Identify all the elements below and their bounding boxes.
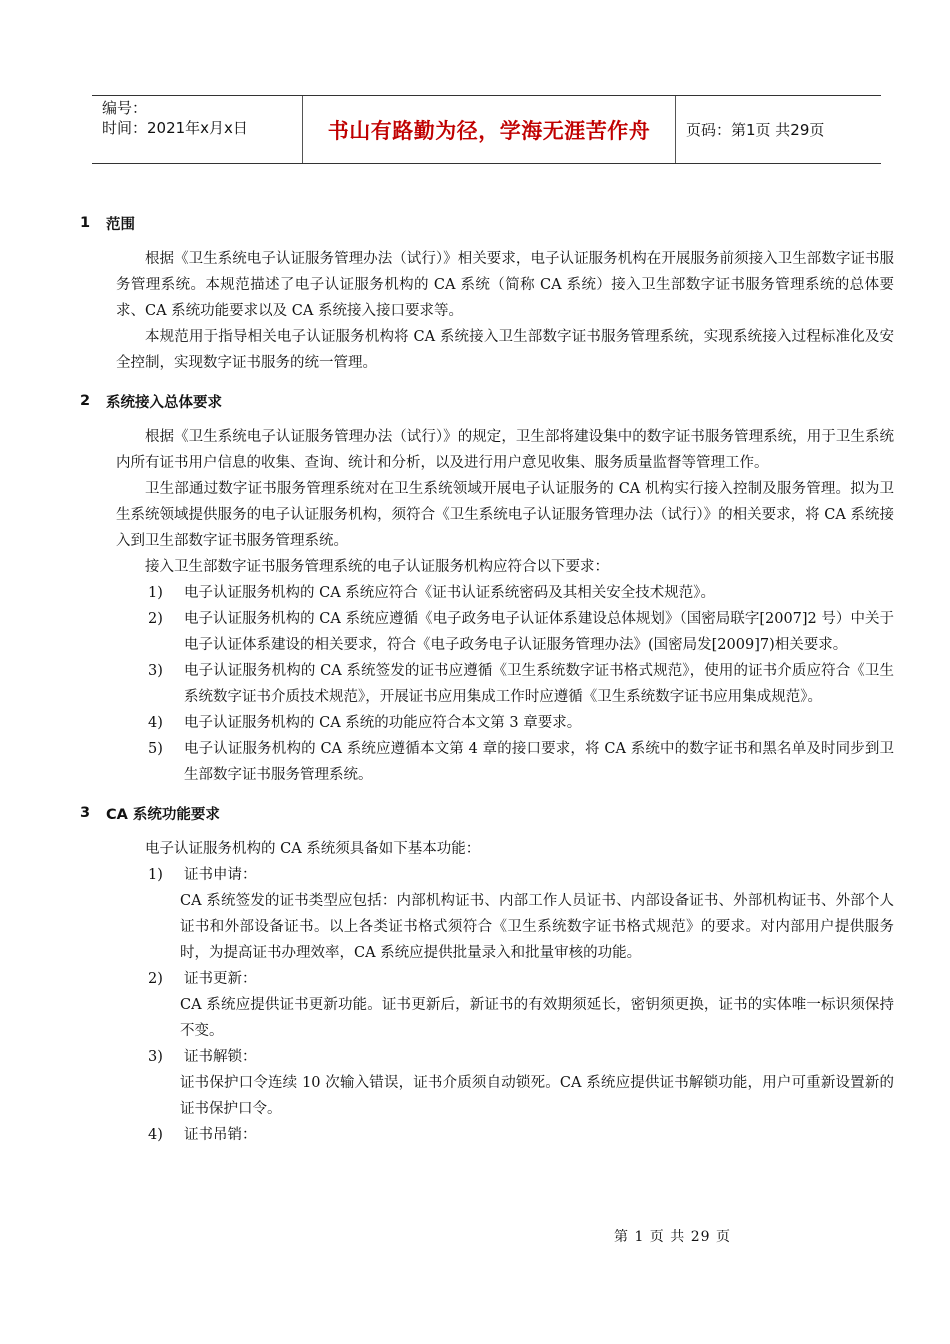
list-number: 2) <box>148 611 163 627</box>
section-heading-2 <box>80 386 880 416</box>
section-number: 1 <box>80 215 91 231</box>
paragraph: 卫生部通过数字证书服务管理系统对在卫生系统领域开展电子认证服务的 CA 机构实行接入控制及服务管理。拟为卫生系统领域提供服务的电子认证服务机构，须符合《卫生系统电子认证服务管理办法（试行）》的相关要求，将 CA 系统接入到卫生部数字证书服务管理系统。 <box>116 481 894 549</box>
document-header <box>92 95 881 164</box>
function-description <box>180 888 894 966</box>
list-item <box>148 580 894 606</box>
section-heading-1 <box>80 208 880 238</box>
paragraph: 根据《卫生系统电子认证服务管理办法（试行）》的规定，卫生部将建设集中的数字证书服务管理系统，用于卫生系统内所有证书用户信息的收集、查询、统计和分析，以及进行用户意见收集、服务质量监督等管理工作。 <box>116 429 894 471</box>
section-number: 3 <box>80 805 91 821</box>
list-item <box>148 736 894 788</box>
section-title: 系统接入总体要求 <box>106 394 222 411</box>
section-title: 范围 <box>106 216 135 233</box>
list-number: 1) <box>148 585 163 601</box>
list-number: 4) <box>148 1127 163 1143</box>
function-item <box>148 966 894 992</box>
function-title: 证书吊销： <box>184 1127 257 1143</box>
number-label: 编号： <box>102 99 148 117</box>
header-meta <box>92 96 302 163</box>
paragraph: 根据《卫生系统电子认证服务管理办法（试行）》相关要求，电子认证服务机构在开展服务前须接入卫生部数字证书服务管理系统。本规范描述了电子认证服务机构的 CA 系统（简称 CA 系统）接入卫生部数字证书服务管理系统的总体要求、CA 系统功能要求以及 CA 系统接入接口要求等。 <box>116 251 894 319</box>
header-page-info: 页码：第1页 共29页 <box>686 121 825 139</box>
function-title: 证书更新： <box>184 971 257 987</box>
section-number: 2 <box>80 393 91 409</box>
list-number: 4) <box>148 715 163 731</box>
paragraph: 接入卫生部数字证书服务管理系统的电子认证服务机构应符合以下要求： <box>145 559 609 575</box>
paragraph: 电子认证服务机构的 CA 系统须具备如下基本功能： <box>145 841 481 857</box>
list-number: 5) <box>148 741 163 757</box>
function-item <box>148 1044 894 1070</box>
list-text: 电子认证服务机构的 CA 系统签发的证书应遵循《卫生系统数字证书格式规范》，使用的证书介质应符合《卫生系统数字证书介质技术规范》，开展证书应用集成工作时应遵循《卫生系统数字证书应用集成规范》。 <box>184 663 894 705</box>
list-item <box>148 710 894 736</box>
function-description: 证书保护口令连续 10 次输入错误，证书介质须自动锁死。CA 系统应提供证书解锁功能，用户可重新设置新的证书保护口令。 <box>180 1075 894 1117</box>
function-item <box>148 862 894 888</box>
section-heading-3 <box>80 798 880 828</box>
time-label: 时间：2021年x月x日 <box>102 119 248 137</box>
function-description-text: CA 系统签发的证书类型应包括：内部机构证书、内部工作人员证书、内部设备证书、外部机构证书、外部个人证书和外部设备证书。以上各类证书格式须符合《卫生系统数字证书格式规范》的要求。对内部用户提供服务时，为提高证书办理效率，CA 系统应提供批量录入和批量审核的功能。 <box>180 893 894 961</box>
list-number: 1) <box>148 867 163 883</box>
section-title: CA 系统功能要求 <box>106 806 220 823</box>
function-description: CA 系统应提供证书更新功能。证书更新后，新证书的有效期须延长，密钥须更换，证书的实体唯一标识须保持不变。 <box>180 997 894 1039</box>
document-body <box>80 206 894 1148</box>
header-motto: 书山有路勤为径，学海无涯苦作舟 <box>302 96 676 163</box>
list-number: 2) <box>148 971 163 987</box>
list-text: 电子认证服务机构的 CA 系统应遵循《电子政务电子认证体系建设总体规划》（国密局联字[2007]2 号）中关于电子认证体系建设的相关要求，符合《电子政务电子认证服务管理办法》(国密局发[2009]7)相关要求。 <box>184 611 894 653</box>
list-item <box>148 658 894 710</box>
page-footer: 第 1 页 共 29 页 <box>614 1229 731 1245</box>
paragraph: 本规范用于指导相关电子认证服务机构将 CA 系统接入卫生部数字证书服务管理系统，实现系统接入过程标准化及安全控制，实现数字证书服务的统一管理。 <box>116 329 894 371</box>
function-title: 证书解锁： <box>184 1049 257 1065</box>
list-item <box>148 606 894 658</box>
list-text: 电子认证服务机构的 CA 系统应遵循本文第 4 章的接口要求，将 CA 系统中的数字证书和黑名单及时同步到卫生部数字证书服务管理系统。 <box>184 741 894 783</box>
list-text: 电子认证服务机构的 CA 系统的功能应符合本文第 3 章要求。 <box>184 715 582 731</box>
function-item <box>148 1122 894 1148</box>
list-number: 3) <box>148 663 163 679</box>
list-text: 电子认证服务机构的 CA 系统应符合《证书认证系统密码及其相关安全技术规范》。 <box>184 585 716 601</box>
function-title: 证书申请： <box>184 867 257 883</box>
list-number: 3) <box>148 1049 163 1065</box>
